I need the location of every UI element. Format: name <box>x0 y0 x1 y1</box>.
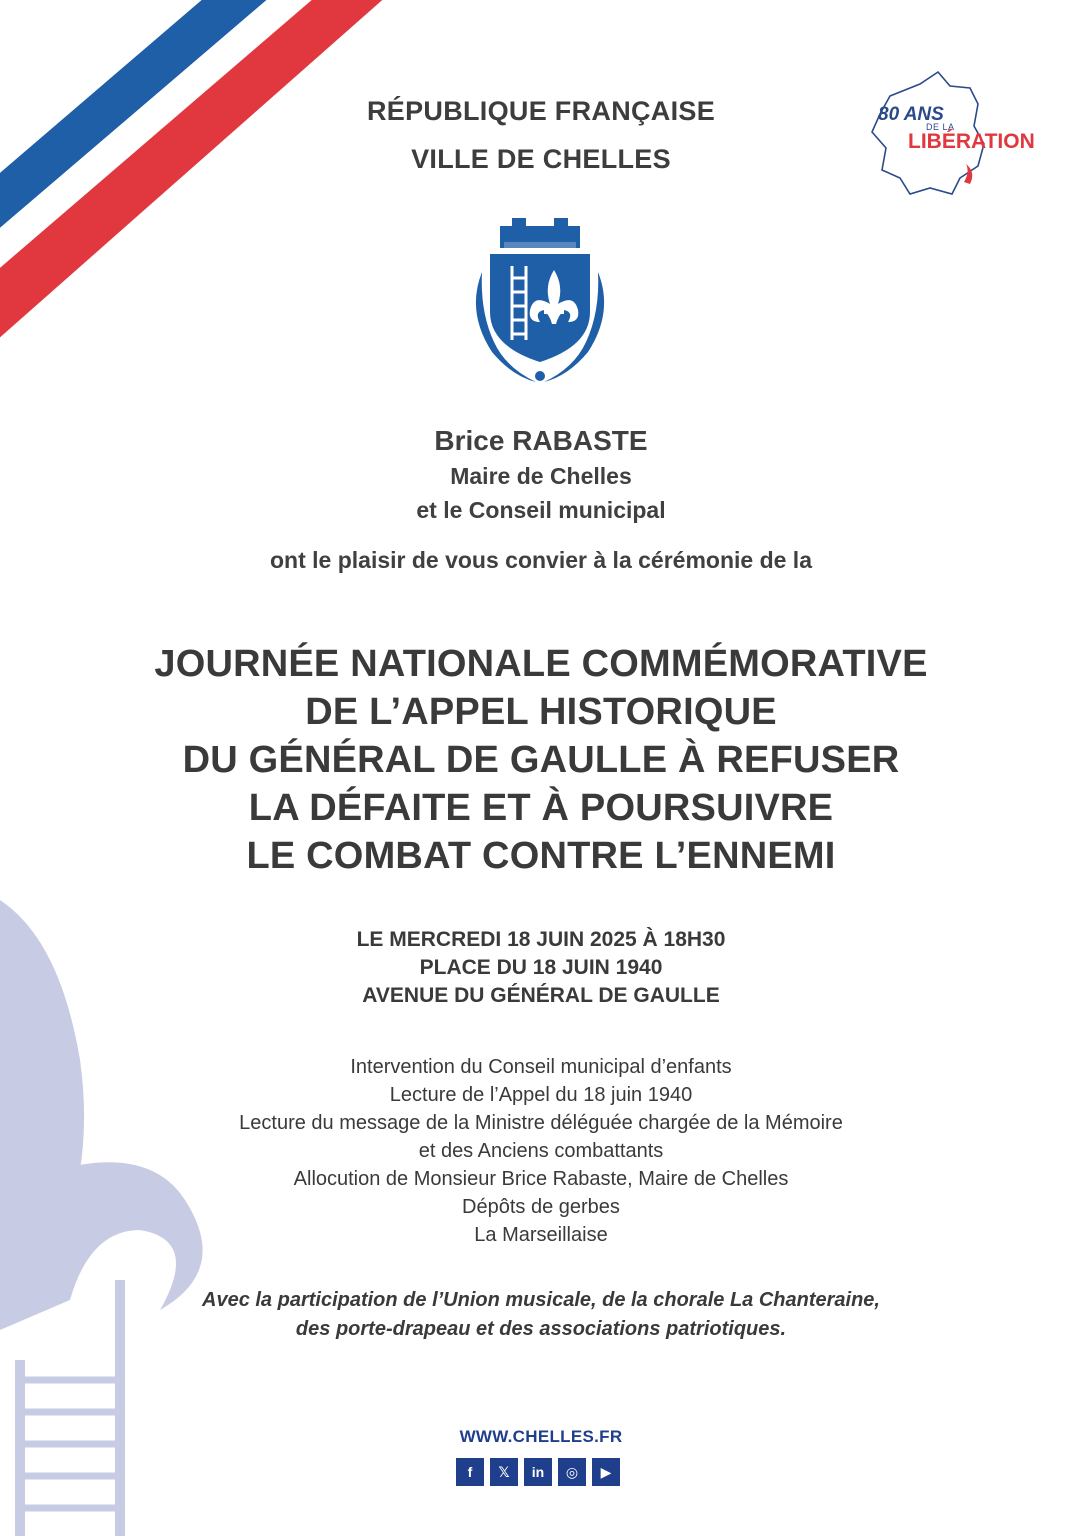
event-date: LE MERCREDI 18 JUIN 2025 À 18H30 <box>356 928 726 951</box>
programme-item: Lecture du message de la Ministre déléguée chargée de la Mémoire <box>239 1112 843 1134</box>
title-line: JOURNÉE NATIONALE COMMÉMORATIVE <box>154 643 928 685</box>
programme-item: Intervention du Conseil municipal d’enfants <box>350 1056 732 1078</box>
programme-item: La Marseillaise <box>474 1224 608 1246</box>
event-details <box>0 926 1082 1010</box>
invitation-line: ont le plaisir de vous convier à la cérémonie de la <box>270 547 812 573</box>
chelles-coat-of-arms <box>460 212 620 387</box>
instagram-icon[interactable]: ◎ <box>558 1458 586 1486</box>
programme-item: Dépôts de gerbes <box>462 1196 620 1218</box>
80-ans-liberation-logo <box>860 66 1035 206</box>
programme-item: Lecture de l’Appel du 18 juin 1940 <box>389 1084 693 1106</box>
website-link[interactable]: WWW.CHELLES.FR <box>459 1427 623 1446</box>
linkedin-icon[interactable]: in <box>524 1458 552 1486</box>
mayor-name: Brice RABASTE <box>434 425 648 456</box>
logo-liberation: LIBÉRATION <box>908 130 1035 153</box>
event-place: PLACE DU 18 JUIN 1940 <box>419 956 663 979</box>
participation-line: des porte-drapeau et des associations patriotiques. <box>295 1318 787 1340</box>
facebook-icon[interactable]: f <box>456 1458 484 1486</box>
participation-line: Avec la participation de l’Union musicale, de la chorale La Chanteraine, <box>202 1289 880 1311</box>
republic-heading: RÉPUBLIQUE FRANÇAISE <box>366 96 716 126</box>
event-title <box>0 640 1082 880</box>
tricolore-ribbon <box>0 0 420 370</box>
event-street: AVENUE DU GÉNÉRAL DE GAULLE <box>362 984 720 1007</box>
participation-note <box>0 1286 1082 1344</box>
title-line: DE L’APPEL HISTORIQUE <box>305 691 777 733</box>
city-heading: VILLE DE CHELLES <box>411 144 671 174</box>
programme-list <box>0 1053 1082 1249</box>
logo-de-la: DE LA <box>926 122 955 132</box>
programme-item: et des Anciens combattants <box>418 1140 664 1162</box>
programme-item: Allocution de Monsieur Brice Rabaste, Maire de Chelles <box>293 1168 789 1190</box>
title-line: DU GÉNÉRAL DE GAULLE À REFUSER <box>182 739 900 781</box>
mayor-title: Maire de Chelles <box>450 463 632 489</box>
council-line: et le Conseil municipal <box>416 497 666 523</box>
x-icon[interactable]: 𝕏 <box>490 1458 518 1486</box>
logo-80-ans: 80 ANS <box>878 104 944 125</box>
youtube-icon[interactable]: ▶ <box>592 1458 620 1486</box>
title-line: LE COMBAT CONTRE L’ENNEMI <box>246 835 836 877</box>
social-icons <box>456 1458 620 1486</box>
title-line: LA DÉFAITE ET À POURSUIVRE <box>248 787 834 829</box>
